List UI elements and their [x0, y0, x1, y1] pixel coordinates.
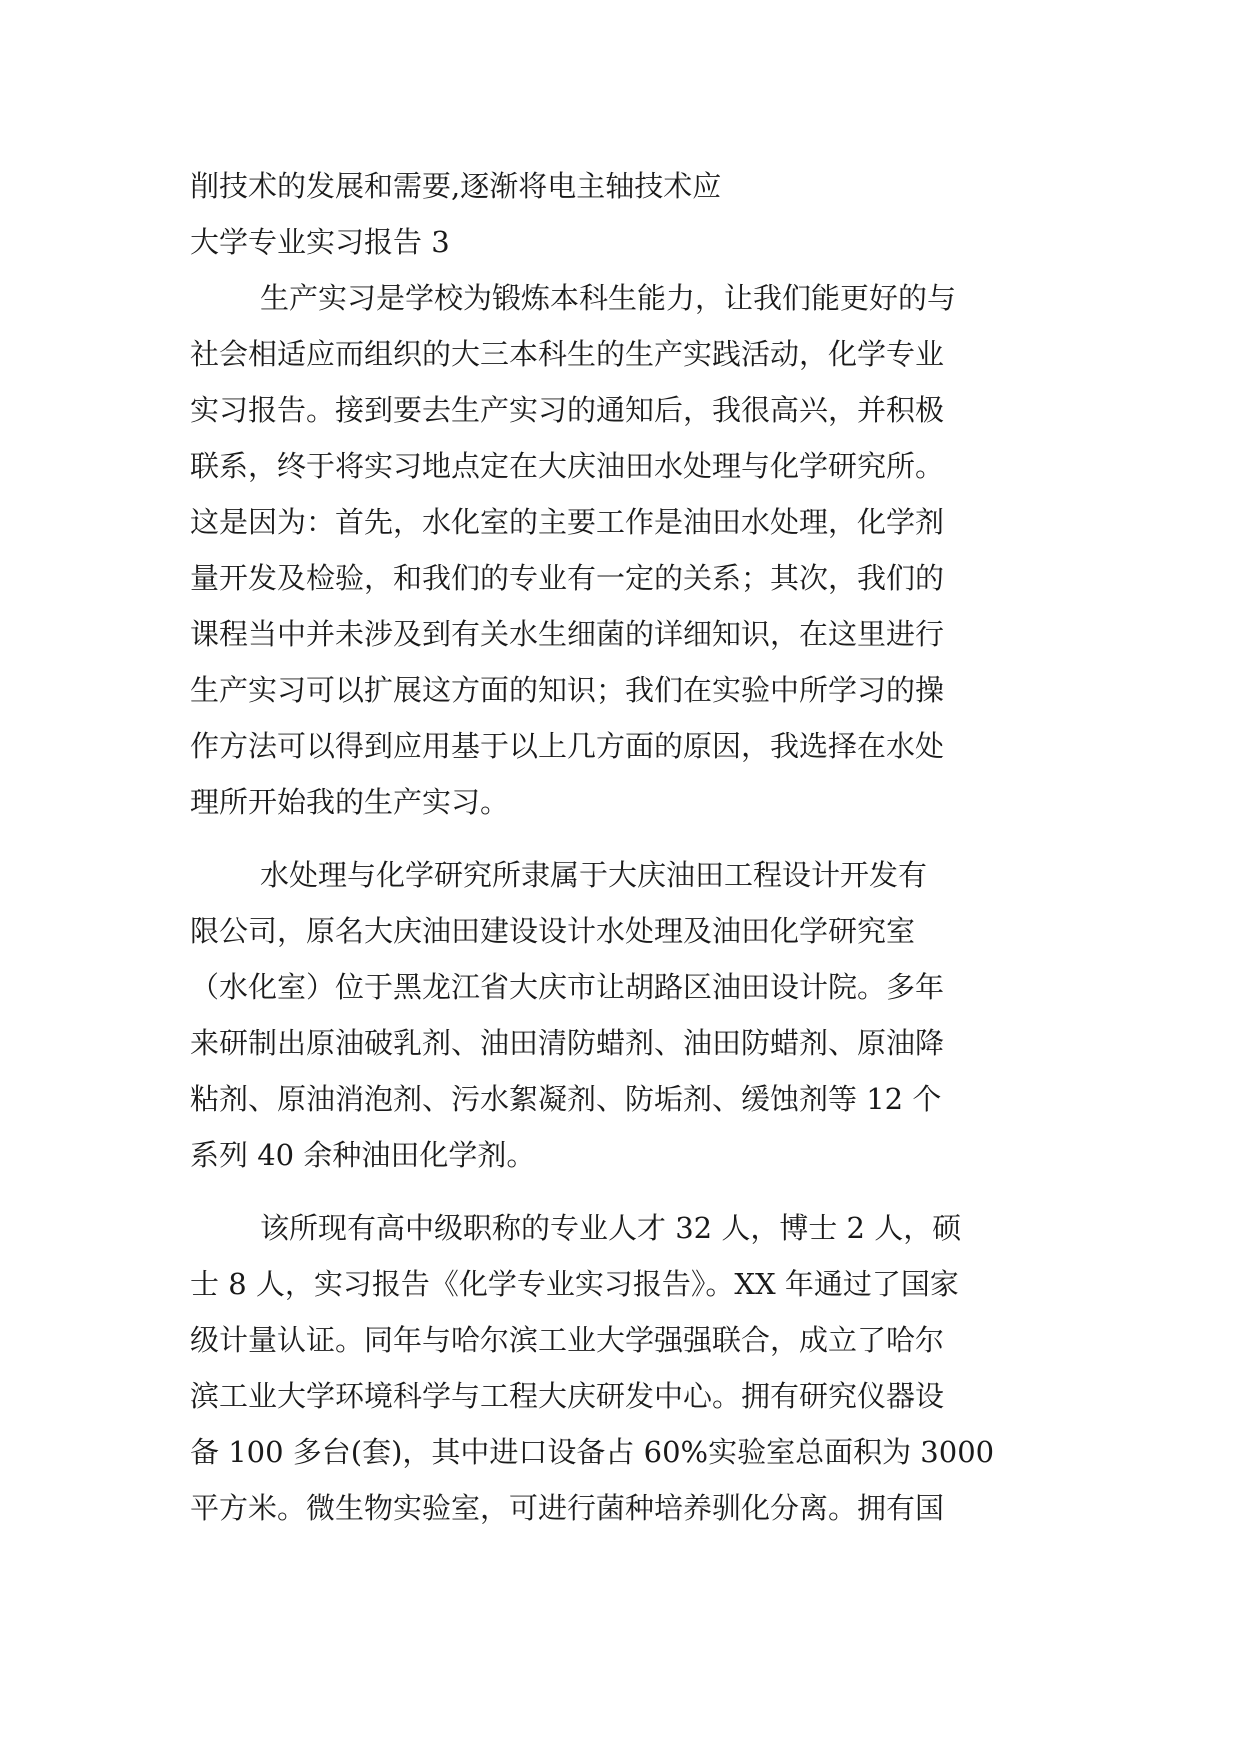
paragraph-line: （水化室）位于黑龙江省大庆市让胡路区油田设计院。多年: [190, 970, 945, 1004]
paragraph-2: [190, 847, 1056, 1183]
paragraph-line: 滨工业大学环境科学与工程大庆研发中心。拥有研究仪器设: [190, 1379, 945, 1413]
paragraph-line: 社会相适应而组织的大三本科生的生产实践活动，化学专业: [190, 337, 945, 371]
paragraph-line: 课程当中并未涉及到有关水生细菌的详细知识，在这里进行: [190, 617, 945, 651]
paragraph-line: 来研制出原油破乳剂、油田清防蜡剂、油田防蜡剂、原油降: [190, 1026, 945, 1060]
paragraph-line: 平方米。微生物实验室，可进行菌种培养驯化分离。拥有国: [190, 1491, 945, 1525]
document-body: [190, 158, 1056, 1536]
paragraph-line: 士 8 人，实习报告《化学专业实习报告》。XX 年通过了国家: [190, 1267, 959, 1301]
paragraph-1: [190, 270, 1056, 830]
paragraph-line: 系列 40 余种油田化学剂。: [190, 1138, 536, 1172]
paragraph-line: 联系，终于将实习地点定在大庆油田水处理与化学研究所。: [190, 449, 945, 483]
fragment-line: 削技术的发展和需要,逐渐将电主轴技术应: [190, 169, 722, 203]
paragraph-line: 该所现有高中级职称的专业人才 32 人，博士 2 人，硕: [260, 1211, 962, 1245]
paragraph-line: 理所开始我的生产实习。: [190, 785, 510, 819]
paragraph-line: 实习报告。接到要去生产实习的通知后，我很高兴，并积极: [190, 393, 945, 427]
paragraph-line: 量开发及检验，和我们的专业有一定的关系；其次，我们的: [190, 561, 945, 595]
paragraph-line: 作方法可以得到应用基于以上几方面的原因，我选择在水处: [190, 729, 945, 763]
paragraph-3: [190, 1200, 1056, 1536]
paragraph-line: 级计量认证。同年与哈尔滨工业大学强强联合，成立了哈尔: [190, 1323, 945, 1357]
paragraph-line: 粘剂、原油消泡剂、污水絮凝剂、防垢剂、缓蚀剂等 12 个: [190, 1082, 942, 1116]
section-title: 大学专业实习报告 3: [190, 225, 450, 259]
paragraph-line: 限公司，原名大庆油田建设设计水处理及油田化学研究室: [190, 914, 916, 948]
paragraph-line: 水处理与化学研究所隶属于大庆油田工程设计开发有: [260, 858, 928, 892]
paragraph-line: 生产实习是学校为锻炼本科生能力，让我们能更好的与: [260, 281, 957, 315]
paragraph-line: 备 100 多台(套)，其中进口设备占 60%实验室总面积为 3000: [190, 1435, 995, 1469]
paragraph-line: 这是因为：首先，水化室的主要工作是油田水处理，化学剂: [190, 505, 945, 539]
paragraph-line: 生产实习可以扩展这方面的知识；我们在实验中所学习的操: [190, 673, 945, 707]
